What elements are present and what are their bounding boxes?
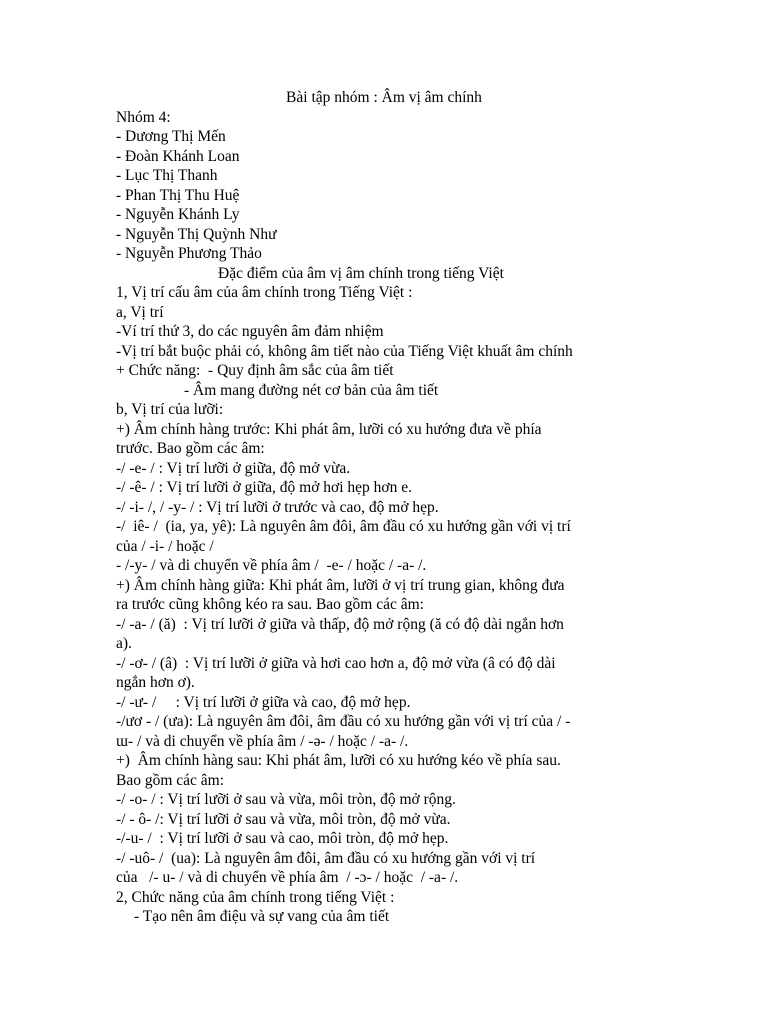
- text-line: -/-u- / : Vị trí lưỡi ở sau và cao, môi tròn, độ mở hẹp.: [116, 830, 449, 847]
- text-line: -/ -ê- / : Vị trí lưỡi ở giữa, độ mở hơi hẹp hơn e.: [116, 479, 412, 496]
- text-line: -/ -ư- / : Vị trí lưỡi ở giữa và cao, độ mở hẹp.: [116, 693, 411, 711]
- text-line: +) Âm chính hàng sau: Khi phát âm, lưỡi có xu hướng kéo về phía sau.: [116, 752, 561, 769]
- text-line: ngắn hơn ơ).: [116, 674, 195, 691]
- member-item: - Nguyễn Khánh Ly: [116, 206, 240, 223]
- text-line: -Ví trí thứ 3, do các nguyên âm đảm nhiệm: [116, 323, 384, 340]
- text-line: -/ -ơ- / (â) : Vị trí lưỡi ở giữa và hơi cao hơn a, độ mở vừa (â có độ dài: [116, 654, 556, 672]
- document-body: [116, 88, 676, 927]
- member-item: - Lục Thị Thanh: [116, 167, 218, 184]
- text-line: -/ -uô- / (ua): Là nguyên âm đôi, âm đầu có xu hướng gần với vị trí: [116, 849, 536, 867]
- member-item: - Nguyễn Thị Quỳnh Như: [116, 225, 277, 243]
- text-line: -Vị trí bắt buộc phải có, không âm tiết nào của Tiếng Việt khuất âm chính: [116, 342, 573, 360]
- member-item: - Đoàn Khánh Loan: [116, 147, 240, 165]
- text-line: + Chức năng: - Quy định âm sắc của âm tiết: [116, 362, 394, 379]
- group-label: Nhóm 4:: [116, 108, 171, 126]
- text-line: -/ -i- /, / -y- / : Vị trí lưỡi ở trước và cao, độ mở hẹp.: [116, 498, 439, 516]
- text-line: ɯ- / và di chuyển về phía âm / -ə- / hoặc / -a- /.: [116, 732, 409, 750]
- text-line: -/ươ - / (ưa): Là nguyên âm đôi, âm đầu có xu hướng gần với vị trí của / -: [116, 713, 571, 730]
- text-line: - Tạo nên âm điệu và sự vang của âm tiết: [134, 908, 390, 925]
- member-item: - Nguyễn Phương Thảo: [116, 245, 262, 262]
- text-line: -/ iê- / (ia, ya, yê): Là nguyên âm đôi, âm đầu có xu hướng gần với vị trí: [116, 518, 571, 535]
- subsection-title: b, Vị trí của lưỡi:: [116, 401, 224, 418]
- text-line: của /- u- / và di chuyển về phía âm / -ɔ- / hoặc / -a- /.: [116, 869, 459, 886]
- subsection-title: a, Vị trí: [116, 303, 164, 321]
- text-line: - /-y- / và di chuyển về phía âm / -e- / hoặc / -a- /.: [116, 557, 427, 574]
- text-line: ra trước cũng không kéo ra sau. Bao gồm các âm:: [116, 596, 424, 613]
- text-line: Bao gồm các âm:: [116, 771, 225, 789]
- document-title: Bài tập nhóm : Âm vị âm chính: [286, 89, 482, 106]
- text-line: -/ -o- / : Vị trí lưỡi ở sau và vừa, môi tròn, độ mở rộng.: [116, 791, 456, 808]
- text-line: của / -i- / hoặc /: [116, 537, 214, 555]
- section-title: 1, Vị trí cấu âm của âm chính trong Tiếng Việt :: [116, 284, 413, 301]
- member-item: - Dương Thị Mến: [116, 128, 226, 145]
- text-line: trước. Bao gồm các âm:: [116, 440, 265, 457]
- section-heading: Đặc điểm của âm vị âm chính trong tiếng Việt: [218, 264, 504, 282]
- text-line: a).: [116, 635, 132, 652]
- member-item: - Phan Thị Thu Huệ: [116, 186, 240, 204]
- text-line: +) Âm chính hàng giữa: Khi phát âm, lưỡi ở vị trí trung gian, không đưa: [116, 576, 565, 594]
- section-title: 2, Chức năng của âm chính trong tiếng Việt :: [116, 888, 395, 906]
- text-line: -/ -a- / (ă) : Vị trí lưỡi ở giữa và thấp, độ mở rộng (ă có độ dài ngắn hơn: [116, 615, 564, 633]
- text-line: - Âm mang đường nét cơ bản của âm tiết: [184, 381, 439, 399]
- text-line: -/ -e- / : Vị trí lưỡi ở giữa, độ mở vừa.: [116, 459, 351, 477]
- text-line: -/ - ô- /: Vị trí lưỡi ở sau và vừa, môi tròn, độ mở vừa.: [116, 810, 451, 828]
- text-line: +) Âm chính hàng trước: Khi phát âm, lưỡi có xu hướng đưa về phía: [116, 420, 542, 438]
